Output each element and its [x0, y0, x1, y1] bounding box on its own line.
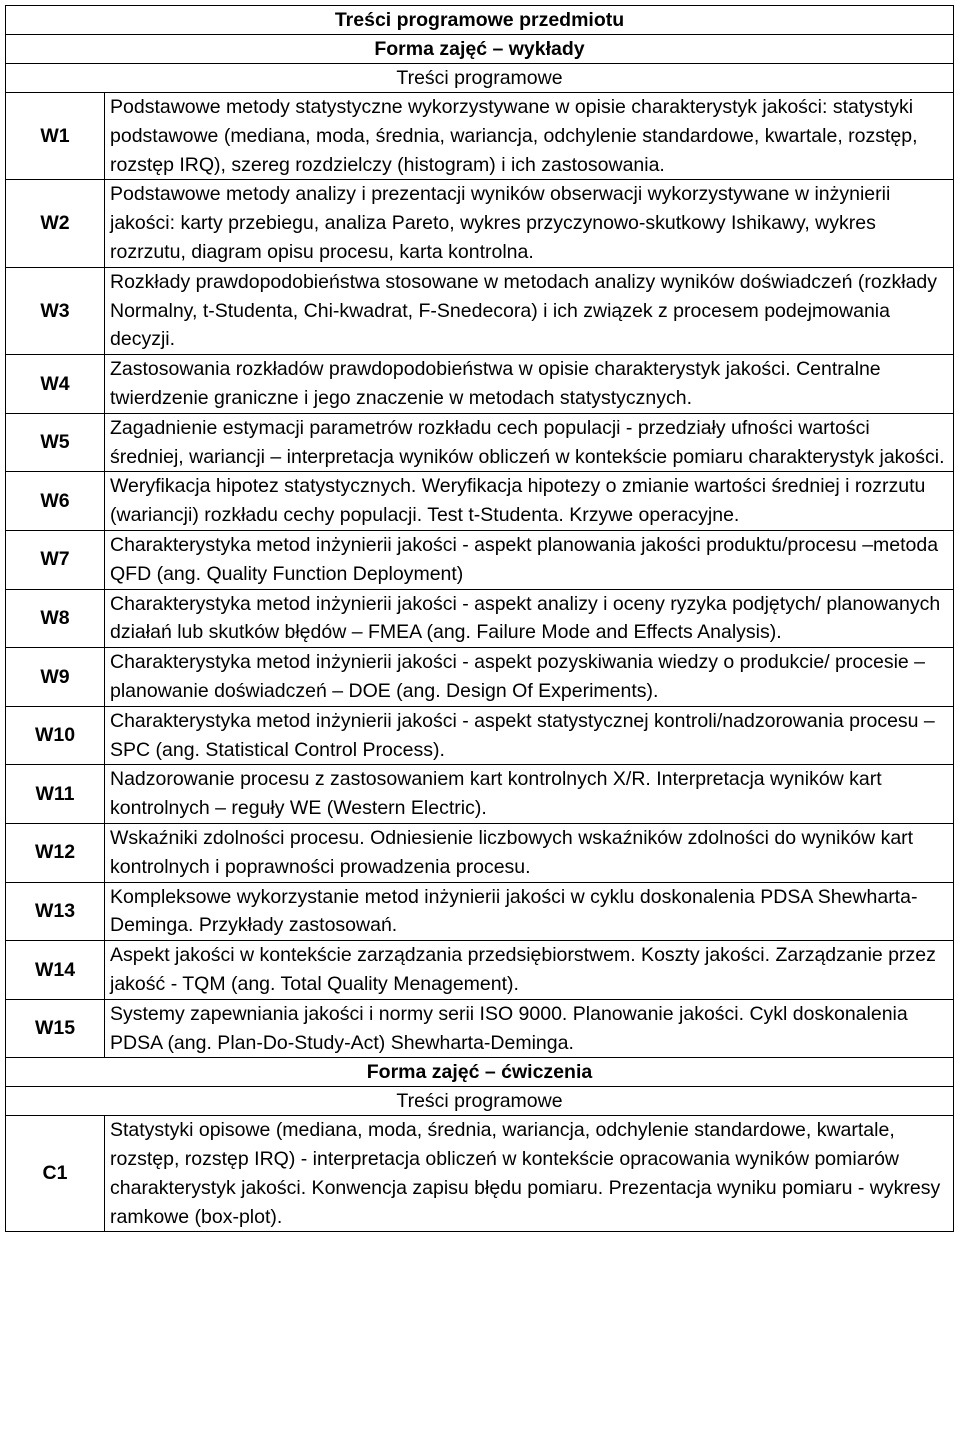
row-code: W15 — [6, 999, 105, 1058]
row-content: Charakterystyka metod inżynierii jakości - aspekt statystycznej kontroli/nadzorowania procesu – SPC (ang. Statistical Control Process). — [105, 706, 954, 765]
section-header-row — [6, 64, 954, 93]
row-content: Zastosowania rozkładów prawdopodobieństwa w opisie charakterystyk jakości. Centralne twierdzenie graniczne i jego znaczenie w metodach statystycznych. — [105, 355, 954, 414]
table-row — [6, 472, 954, 531]
section-header-label: Treści programowe — [6, 64, 954, 93]
table-row — [6, 267, 954, 354]
title-row — [6, 6, 954, 35]
table-row — [6, 765, 954, 824]
row-content: Wskaźniki zdolności procesu. Odniesienie liczbowych wskaźników zdolności do wyników kart kontrolnych i poprawności prowadzenia procesu. — [105, 823, 954, 882]
table-row — [6, 589, 954, 648]
row-code: W1 — [6, 93, 105, 180]
row-code: W5 — [6, 413, 105, 472]
row-content: Statystyki opisowe (mediana, moda, średnia, wariancja, odchylenie standardowe, kwartale, rozstęp, rozstęp IRQ) - interpretacja obliczeń w kontekście opracowania wyników pomiarów charakterystyk jakości. Konwencja zapisu błędu pomiaru. Prezentacja wyniku pomiaru - wykresy ramkowe (box-plot). — [105, 1116, 954, 1232]
table-title: Treści programowe przedmiotu — [6, 6, 954, 35]
row-code: C1 — [6, 1116, 105, 1232]
row-code: W4 — [6, 355, 105, 414]
row-code: W8 — [6, 589, 105, 648]
program-contents-table — [5, 5, 954, 1232]
row-content: Charakterystyka metod inżynierii jakości - aspekt pozyskiwania wiedzy o produkcie/ procesie – planowanie doświadczeń – DOE (ang. Design Of Experiments). — [105, 648, 954, 707]
row-content: Zagadnienie estymacji parametrów rozkładu cech populacji - przedziały ufności wartości średniej, wariancji – interpretacja wyników obliczeń w kontekście pomiaru charakterystyk jakości. — [105, 413, 954, 472]
section-header-label: Treści programowe — [6, 1087, 954, 1116]
row-code: W6 — [6, 472, 105, 531]
section-header-row — [6, 1087, 954, 1116]
row-content: Podstawowe metody statystyczne wykorzystywane w opisie charakterystyk jakości: statystyki podstawowe (mediana, moda, średnia, wariancja, odchylenie standardowe, kwartale, rozstęp, rozstęp IRQ), szereg rozdzielczy (histogram) i ich zastosowania. — [105, 93, 954, 180]
section-form-label: Forma zajęć – wykłady — [6, 35, 954, 64]
section-form-label: Forma zajęć – ćwiczenia — [6, 1058, 954, 1087]
row-code: W3 — [6, 267, 105, 354]
section-form-row — [6, 1058, 954, 1087]
table-row — [6, 413, 954, 472]
row-code: W7 — [6, 530, 105, 589]
table-row — [6, 180, 954, 267]
row-content: Charakterystyka metod inżynierii jakości - aspekt analizy i oceny ryzyka podjętych/ planowanych działań lub skutków błędów – FMEA (ang. Failure Mode and Effects Analysis). — [105, 589, 954, 648]
row-content: Podstawowe metody analizy i prezentacji wyników obserwacji wykorzystywane w inżynierii jakości: karty przebiegu, analiza Pareto, wykres przyczynowo-skutkowy Ishikawy, wykres rozrzutu, diagram opisu procesu, karta kontrolna. — [105, 180, 954, 267]
table-row — [6, 941, 954, 1000]
row-content: Aspekt jakości w kontekście zarządzania przedsiębiorstwem. Koszty jakości. Zarządzanie przez jakość - TQM (ang. Total Quality Menagement). — [105, 941, 954, 1000]
table-row — [6, 93, 954, 180]
table-row — [6, 823, 954, 882]
section-form-row — [6, 35, 954, 64]
program-contents-document — [5, 5, 954, 1232]
row-code: W10 — [6, 706, 105, 765]
row-content: Kompleksowe wykorzystanie metod inżynierii jakości w cyklu doskonalenia PDSA Shewharta-Deminga. Przykłady zastosowań. — [105, 882, 954, 941]
row-content: Nadzorowanie procesu z zastosowaniem kart kontrolnych X/R. Interpretacja wyników kart kontrolnych – reguły WE (Western Electric). — [105, 765, 954, 824]
row-content: Rozkłady prawdopodobieństwa stosowane w metodach analizy wyników doświadczeń (rozkłady Normalny, t-Studenta, Chi-kwadrat, F-Snedecora) i ich związek z procesem podejmowania decyzji. — [105, 267, 954, 354]
table-row — [6, 355, 954, 414]
table-row — [6, 530, 954, 589]
table-row — [6, 706, 954, 765]
row-content: Charakterystyka metod inżynierii jakości - aspekt planowania jakości produktu/procesu –metoda QFD (ang. Quality Function Deployment) — [105, 530, 954, 589]
table-row — [6, 648, 954, 707]
row-code: W13 — [6, 882, 105, 941]
row-content: Weryfikacja hipotez statystycznych. Weryfikacja hipotezy o zmianie wartości średniej i rozrzutu (wariancji) rozkładu cechy populacji. Test t-Studenta. Krzywe operacyjne. — [105, 472, 954, 531]
row-code: W14 — [6, 941, 105, 1000]
row-code: W2 — [6, 180, 105, 267]
row-code: W9 — [6, 648, 105, 707]
table-row — [6, 1116, 954, 1232]
row-code: W11 — [6, 765, 105, 824]
row-code: W12 — [6, 823, 105, 882]
row-content: Systemy zapewniania jakości i normy serii ISO 9000. Planowanie jakości. Cykl doskonalenia PDSA (ang. Plan-Do-Study-Act) Shewharta-Deminga. — [105, 999, 954, 1058]
table-row — [6, 999, 954, 1058]
table-row — [6, 882, 954, 941]
